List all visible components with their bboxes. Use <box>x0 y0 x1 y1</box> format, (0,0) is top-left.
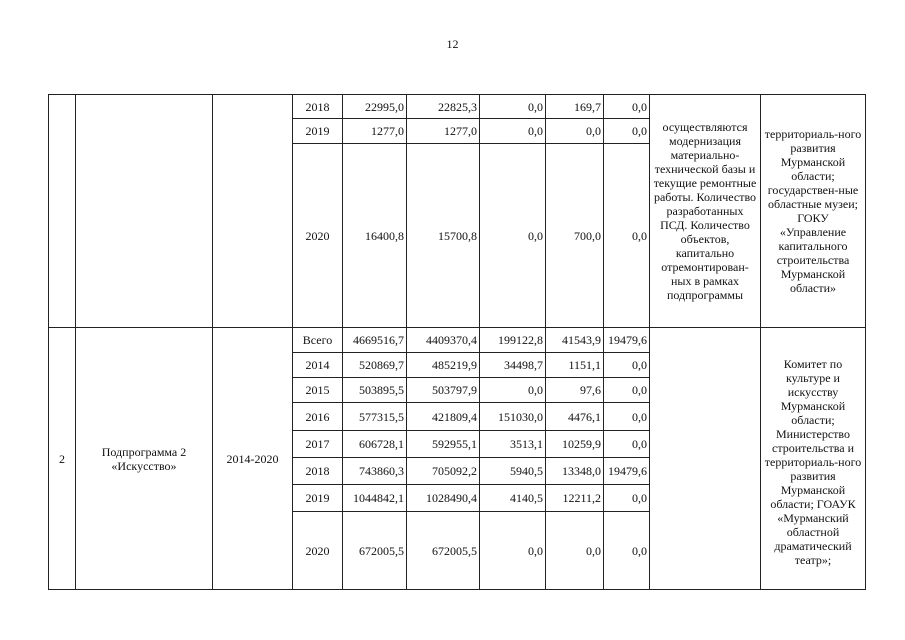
value-cell: 0,0 <box>480 119 546 144</box>
value-cell: 0,0 <box>480 512 546 590</box>
value-cell: 1028490,4 <box>407 485 480 512</box>
total-cell: 577315,5 <box>343 403 407 431</box>
value-cell: 0,0 <box>604 119 650 144</box>
executors-cell: территориаль-ного развития Мурманской области; государствен-ные областные музеи; ГОКУ «Управление капитального строительства Мурманской области» <box>761 95 866 328</box>
value-cell: 34498,7 <box>480 353 546 378</box>
expected-result-cell: осуществляются модернизация материально-технической базы и текущие ремонтные работы. Количество разработанных ПСД. Количество объектов, капитально отремонтирован-ных в рамках подпрограммы <box>650 95 761 328</box>
year-cell: 2019 <box>293 485 343 512</box>
total-cell: 1277,0 <box>343 119 407 144</box>
value-cell: 10259,9 <box>546 431 604 458</box>
row-number-cell: 2 <box>49 328 76 590</box>
total-cell: 4669516,7 <box>343 328 407 353</box>
value-cell: 41543,9 <box>546 328 604 353</box>
year-cell: Всего <box>293 328 343 353</box>
value-cell: 19479,6 <box>604 328 650 353</box>
value-cell: 592955,1 <box>407 431 480 458</box>
total-cell: 606728,1 <box>343 431 407 458</box>
value-cell: 4409370,4 <box>407 328 480 353</box>
budget-table <box>48 94 866 590</box>
period-cell <box>213 95 293 328</box>
year-cell: 2015 <box>293 378 343 403</box>
year-cell: 2019 <box>293 119 343 144</box>
page-number: 12 <box>446 37 459 51</box>
value-cell: 1151,1 <box>546 353 604 378</box>
value-cell: 151030,0 <box>480 403 546 431</box>
value-cell: 19479,6 <box>604 458 650 485</box>
total-cell: 520869,7 <box>343 353 407 378</box>
value-cell: 199122,8 <box>480 328 546 353</box>
total-cell: 1044842,1 <box>343 485 407 512</box>
value-cell: 0,0 <box>546 512 604 590</box>
total-cell: 16400,8 <box>343 144 407 328</box>
program-name-cell <box>76 95 213 328</box>
year-cell: 2020 <box>293 512 343 590</box>
value-cell: 0,0 <box>480 144 546 328</box>
year-cell: 2020 <box>293 144 343 328</box>
value-cell: 0,0 <box>480 378 546 403</box>
value-cell: 4476,1 <box>546 403 604 431</box>
value-cell: 12211,2 <box>546 485 604 512</box>
value-cell: 0,0 <box>604 378 650 403</box>
year-cell: 2017 <box>293 431 343 458</box>
value-cell: 3513,1 <box>480 431 546 458</box>
total-cell: 743860,3 <box>343 458 407 485</box>
total-cell: 503895,5 <box>343 378 407 403</box>
value-cell: 0,0 <box>480 95 546 119</box>
value-cell: 0,0 <box>604 95 650 119</box>
year-cell: 2016 <box>293 403 343 431</box>
year-cell: 2014 <box>293 353 343 378</box>
program-name-cell: Подпрограмма 2 «Искусство» <box>76 328 213 590</box>
value-cell: 705092,2 <box>407 458 480 485</box>
table-row <box>49 328 866 353</box>
year-cell: 2018 <box>293 458 343 485</box>
value-cell: 169,7 <box>546 95 604 119</box>
value-cell: 1277,0 <box>407 119 480 144</box>
value-cell: 22825,3 <box>407 95 480 119</box>
value-cell: 97,6 <box>546 378 604 403</box>
value-cell: 0,0 <box>604 144 650 328</box>
value-cell: 485219,9 <box>407 353 480 378</box>
value-cell: 0,0 <box>604 485 650 512</box>
executors-cell: Комитет по культуре и искусству Мурманской области; Министерство строительства и территориаль-ного развития Мурманской области; ГОАУК «Мурманский областной драматический театр»; <box>761 328 866 590</box>
value-cell: 0,0 <box>604 353 650 378</box>
total-cell: 22995,0 <box>343 95 407 119</box>
expected-result-cell <box>650 328 761 590</box>
table-row <box>49 95 866 119</box>
value-cell: 0,0 <box>604 512 650 590</box>
value-cell: 672005,5 <box>407 512 480 590</box>
value-cell: 0,0 <box>604 403 650 431</box>
value-cell: 13348,0 <box>546 458 604 485</box>
value-cell: 5940,5 <box>480 458 546 485</box>
value-cell: 0,0 <box>604 431 650 458</box>
period-cell: 2014-2020 <box>213 328 293 590</box>
value-cell: 700,0 <box>546 144 604 328</box>
value-cell: 15700,8 <box>407 144 480 328</box>
total-cell: 672005,5 <box>343 512 407 590</box>
value-cell: 0,0 <box>546 119 604 144</box>
year-cell: 2018 <box>293 95 343 119</box>
value-cell: 421809,4 <box>407 403 480 431</box>
value-cell: 4140,5 <box>480 485 546 512</box>
value-cell: 503797,9 <box>407 378 480 403</box>
row-number-cell <box>49 95 76 328</box>
